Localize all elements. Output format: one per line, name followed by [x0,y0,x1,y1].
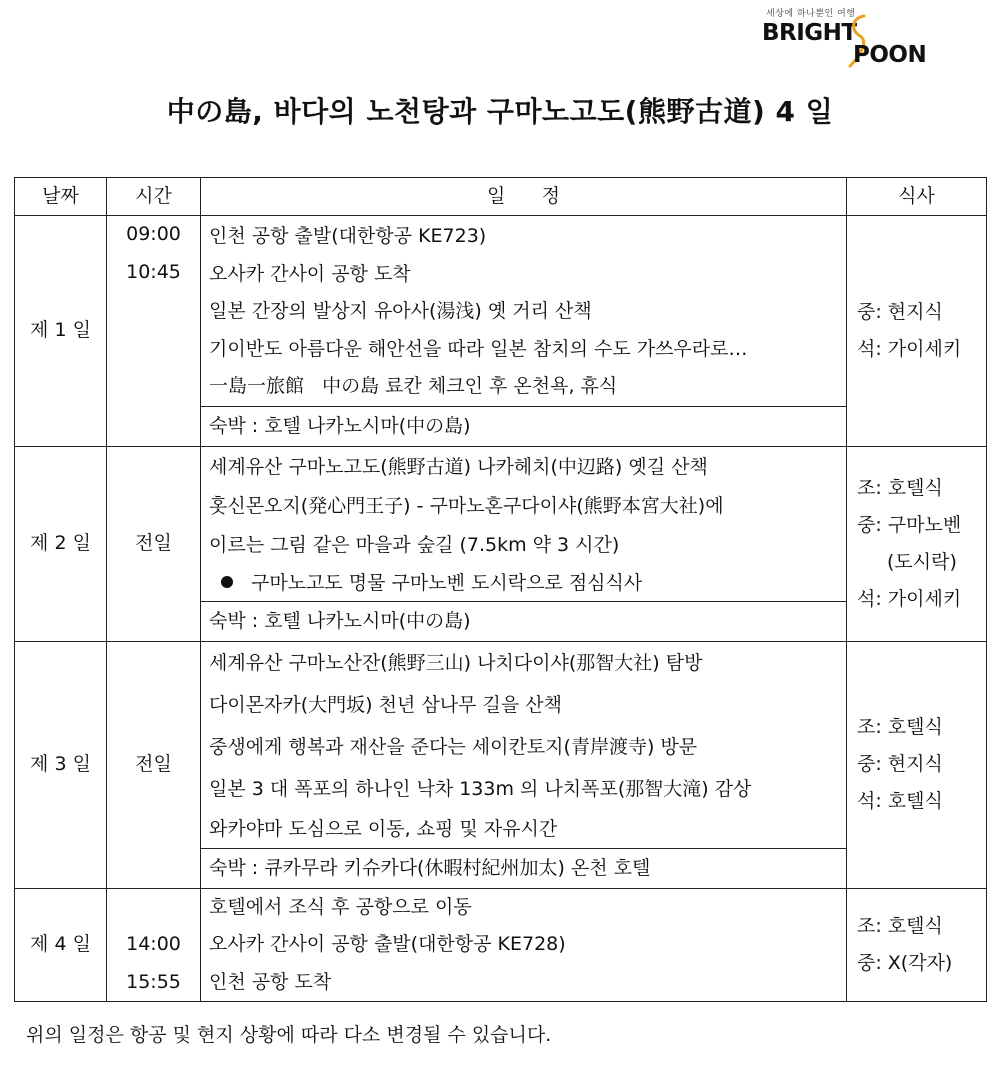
meal-line: 조: 호텔식 [857,716,943,738]
meal-line: 조: 호텔식 [857,476,943,499]
day-4-schedule [201,888,847,1002]
day-4-times [107,888,201,1002]
header-schedule: 일 정 [201,178,847,216]
day-3-time: 전일 [107,641,201,888]
schedule-line: 一島一旅館 中の島 료칸 체크인 후 온천욕, 휴식 [209,375,618,397]
day-1-label: 제 1 일 [15,216,107,447]
day-2-time: 전일 [107,446,201,641]
day-2-schedule [201,446,847,601]
brand-tagline: 세상에 하나뿐인 여행 [766,9,856,19]
day-1-times [107,216,201,447]
time-value: 10:45 [126,260,181,283]
meal-line: (도시락) [887,550,957,573]
footnote: 위의 일정은 항공 및 현지 상황에 따라 다소 변경될 수 있습니다. [26,1024,552,1046]
day-1-row [15,216,987,407]
brand-word-bright: BRIGHT [762,20,857,46]
schedule-line: 중생에게 행복과 재산을 준다는 세이칸토지(青岸渡寺) 방문 [209,735,698,758]
schedule-line: 세계유산 구마노고도(熊野古道) 나카헤치(中辺路) 옛길 산책 [209,455,708,478]
day-2-label: 제 2 일 [15,446,107,641]
day-2-row [15,446,987,601]
schedule-line: 이르는 그림 같은 마을과 숲길 (7.5km 약 3 시간) [209,533,620,556]
brand-word-poon: POON [853,42,927,68]
schedule-line: 다이몬자카(大門坂) 천년 삼나무 길을 산책 [209,693,562,716]
header-meal: 식사 [847,178,987,216]
brand-logo [758,6,948,68]
meal-line: 조: 호텔식 [857,914,943,937]
schedule-line: 와카야마 도심으로 이동, 쇼핑 및 자유시간 [209,817,558,840]
schedule-line: 인천 공항 출발(대한항공 KE723) [209,225,487,247]
schedule-line: 호텔에서 조식 후 공항으로 이동 [209,895,472,918]
day-1-lodging: 숙박 : 호텔 나카노시마(中の島) [201,406,847,446]
table-header-row [15,178,987,216]
day-2-lodging: 숙박 : 호텔 나카노시마(中の島) [201,601,847,641]
page-title: 中の島, 바다의 노천탕과 구마노고도(熊野古道) 4 일 [166,95,834,128]
day-1-schedule [201,216,847,407]
bullet-dot-icon [221,576,233,588]
time-value: 15:55 [126,970,181,993]
time-value: 14:00 [126,933,181,955]
day-4-row [15,888,987,1002]
schedule-line: 기이반도 아름다운 해안선을 따라 일본 참치의 수도 가쓰우라로… [209,337,748,360]
schedule-line: 오사카 간사이 공항 도착 [209,262,411,285]
schedule-line: 오사카 간사이 공항 출발(대한항공 KE728) [209,933,566,955]
header-time: 시간 [107,178,201,216]
meal-line: 중: 현지식 [857,300,943,323]
day-4-meals [847,888,987,1002]
day-3-row [15,641,987,848]
bullet-text: 구마노고도 명물 구마노벤 도시락으로 점심식사 [251,571,643,594]
day-3-meals [847,641,987,888]
bullet-item [209,565,838,601]
day-2-meals [847,446,987,641]
day-4-label: 제 4 일 [15,888,107,1002]
schedule-line: 일본 간장의 발상지 유아사(湯浅) 옛 거리 산책 [209,300,592,322]
header-day: 날짜 [15,178,107,216]
meal-line: 석: 가이세키 [857,337,962,360]
day-3-label: 제 3 일 [15,641,107,888]
meal-line: 중: 구마노벤 [857,513,962,536]
meal-line: 중: 현지식 [857,753,943,775]
schedule-line: 세계유산 구마노산잔(熊野三山) 나치다이샤(那智大社) 탐방 [209,651,703,674]
meal-line: 중: X(각자) [857,951,953,974]
meal-line: 석: 가이세키 [857,587,962,610]
schedule-line: 일본 3 대 폭포의 하나인 낙차 133m 의 나치폭포(那智大滝) 감상 [209,777,752,800]
schedule-line: 인천 공항 도착 [209,970,332,993]
day-1-meals [847,216,987,447]
time-spacer [107,889,200,927]
itinerary-table [14,177,987,1002]
schedule-line: 홋신몬오지(発心門王子) - 구마노혼구다이샤(熊野本宮大社)에 [209,494,724,517]
day-3-lodging: 숙박 : 큐카무라 키슈카다(休暇村紀州加太) 온천 호텔 [201,848,847,888]
day-3-schedule [201,641,847,848]
meal-line: 석: 호텔식 [857,790,943,812]
time-value: 09:00 [126,223,181,245]
